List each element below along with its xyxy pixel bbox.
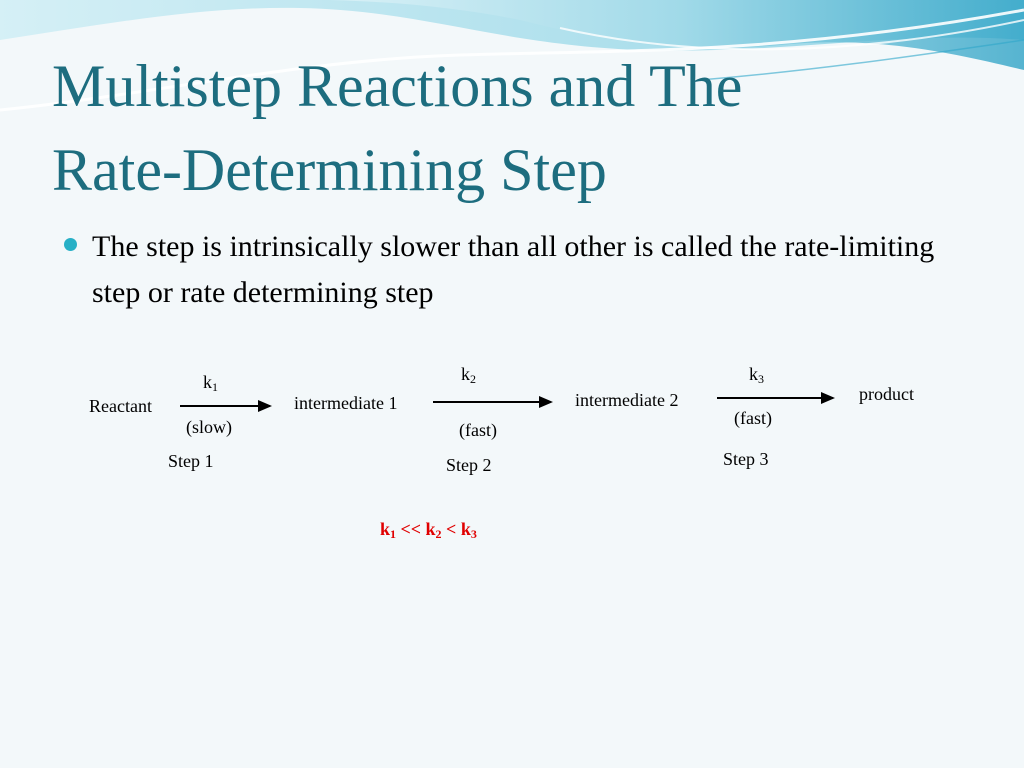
step-3-speed: (fast) [734, 408, 772, 428]
rate-constant-2: $k_2$ [461, 364, 476, 386]
reactant-label: Reactant [89, 396, 152, 416]
intermediate-2-label: intermediate 2 [575, 390, 679, 410]
reaction-arrow-3 [717, 397, 833, 399]
step-2-speed: (fast) [459, 420, 497, 440]
reaction-arrow-2 [433, 401, 551, 403]
product-label: product [859, 384, 914, 404]
reaction-arrow-1 [180, 405, 270, 407]
rate-constant-1: $k_1$ [203, 372, 218, 394]
intermediate-1-label: intermediate 1 [294, 393, 398, 413]
step-3-label: Step 3 [723, 449, 769, 469]
rate-constant-3: $k_3$ [749, 364, 764, 386]
step-1-speed: (slow) [186, 417, 232, 437]
rate-constant-relation: $k_1 << k_2 < k_3$ [380, 519, 477, 541]
step-2-label: Step 2 [446, 455, 492, 475]
title-line-2: Rate-Determining Step [52, 137, 607, 203]
title-line-1: Multistep Reactions and The [52, 53, 743, 119]
step-1-label: Step 1 [168, 451, 214, 471]
bullet-text: The step is intrinsically slower than all other is called the rate-limiting step or rate determining step [92, 230, 935, 309]
